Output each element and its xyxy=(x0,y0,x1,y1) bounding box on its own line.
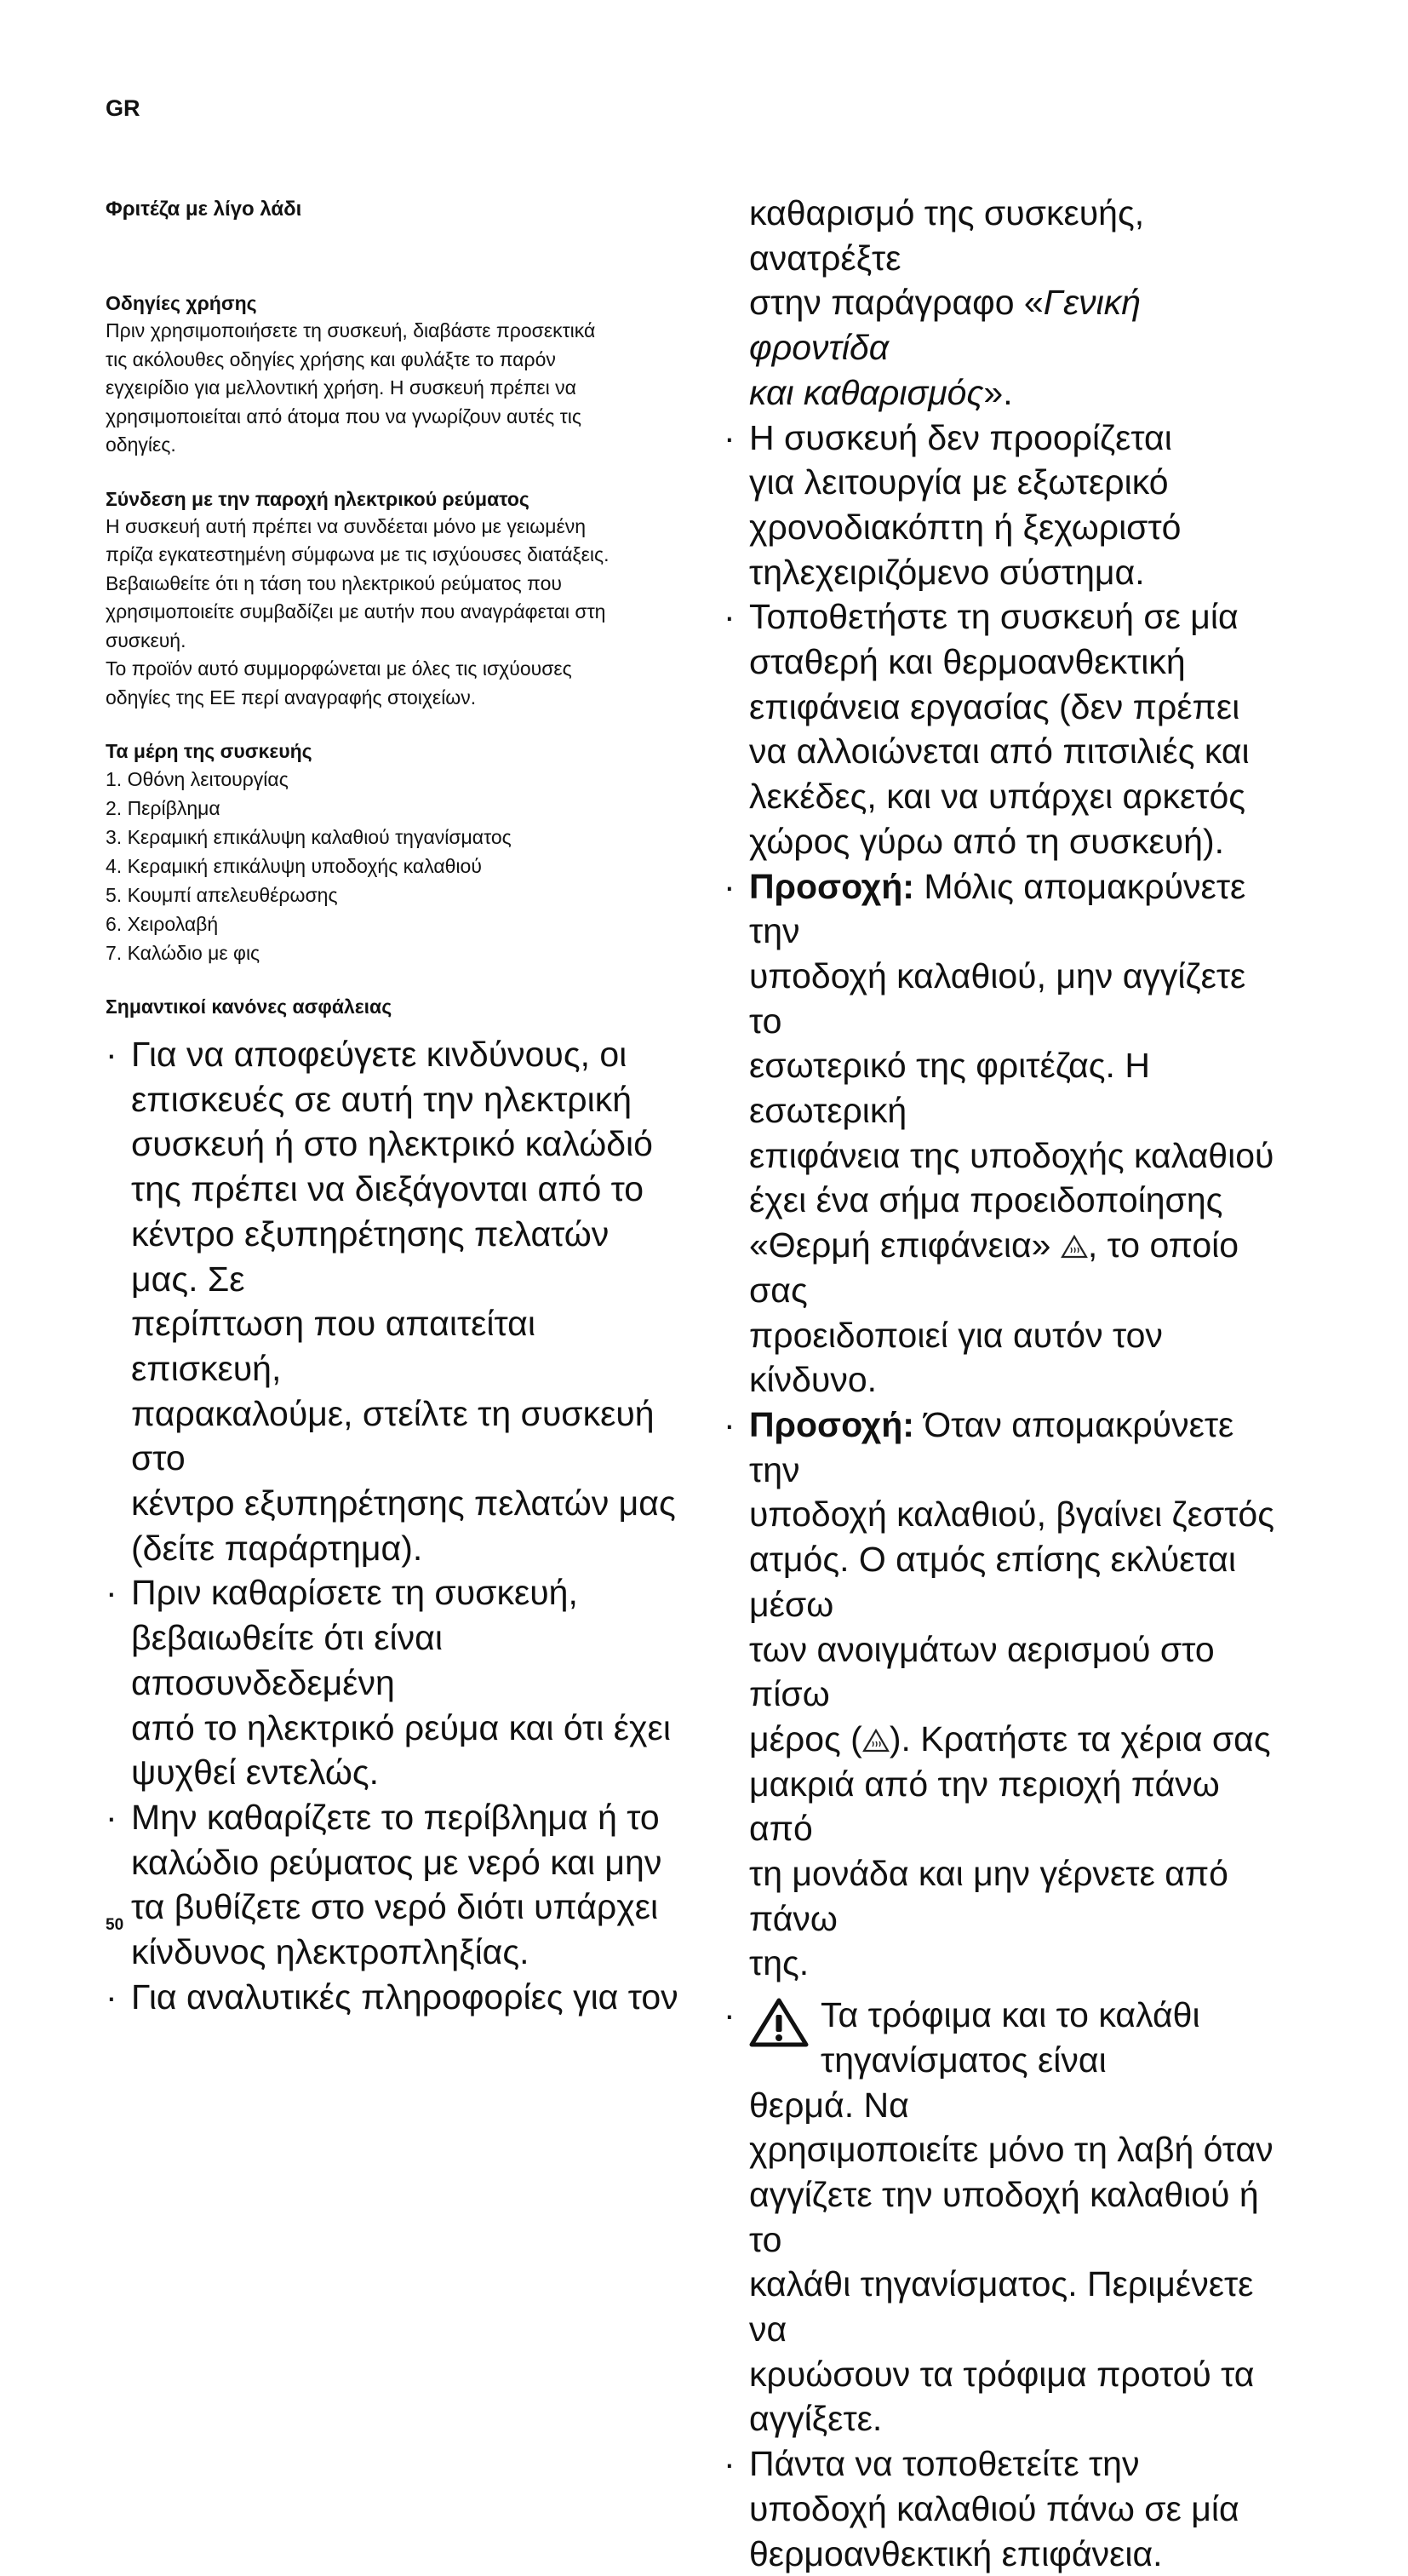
bullet-line: εσωτερικό της φριτέζας. Η εσωτερική xyxy=(749,1046,1150,1131)
power-heading: Σύνδεση με την παροχή ηλεκτρικού ρεύματος xyxy=(106,487,529,510)
bullet-text xyxy=(749,1403,1285,1492)
bullet-line-text: μέρος ( xyxy=(749,1718,862,1758)
parts-list xyxy=(106,765,684,967)
usage-line: χρησιμοποιείται από άτομα που να γνωρίζουν αυτές τις xyxy=(106,404,581,427)
bullet-line: (δείτε παράρτημα). xyxy=(131,1528,423,1568)
bullet-dot: · xyxy=(724,417,735,457)
bullet-text: Για να αποφεύγετε κινδύνους, οι xyxy=(131,1035,627,1074)
bullet-line xyxy=(724,1223,1285,1312)
parts-list-item: 4. Κεραμική επικάλυψη υποδοχής καλαθιού xyxy=(106,855,482,877)
bullet-dot: · xyxy=(724,1995,735,2035)
bullet-line: της. xyxy=(749,1943,810,1983)
bullet-line: υποδοχή καλαθιού πάνω σε μία xyxy=(749,2488,1239,2528)
safety-bullet xyxy=(724,594,1285,863)
section-reference: και καθαρισμός xyxy=(749,372,984,412)
bullet-line: κέντρο εξυπηρέτησης πελατών μας xyxy=(131,1483,676,1523)
page-number: 50 xyxy=(106,1916,124,1934)
bullet-line: καλώδιο ρεύματος με νερό και μην xyxy=(131,1842,662,1882)
continuation-text: ». xyxy=(983,372,1013,412)
bullet-dot: · xyxy=(106,1976,117,2017)
bullet-text: Μην καθαρίζετε το περίβλημα ή το xyxy=(131,1797,660,1837)
bullet-line xyxy=(724,1717,1285,1762)
caution-text: Μόλις απομακρύνετε την xyxy=(749,866,1246,951)
bullet-line: θερμοανθεκτική επιφάνεια. xyxy=(749,2533,1163,2573)
parts-list-item: 6. Χειρολαβή xyxy=(106,913,219,935)
safety-bullet xyxy=(724,2441,1285,2576)
parts-list-item: 3. Κεραμική επικάλυψη καλαθιού τηγανίσματος xyxy=(106,826,512,848)
bullet-line-text: «Θερμή επιφάνεια» xyxy=(749,1225,1061,1265)
power-line: Βεβαιωθείτε ότι η τάση του ηλεκτρικού ρεύματος που xyxy=(106,571,562,594)
bullet-line: σταθερή και θερμοανθεκτική xyxy=(749,642,1186,682)
bullet-line: χρησιμοποιείτε μόνο τη λαβή όταν xyxy=(749,2130,1273,2170)
warning-bullet xyxy=(724,1993,1285,2441)
bullet-line: επισκευές σε αυτή την ηλεκτρική xyxy=(131,1079,632,1119)
bullet-line: υποδοχή καλαθιού, βγαίνει ζεστός xyxy=(749,1495,1274,1535)
bullet-line: της πρέπει να διεξάγονται από το xyxy=(131,1169,644,1209)
bullet-dot: · xyxy=(106,1573,117,1613)
bullet-line-text: ). Κρατήστε τα χέρια σας xyxy=(889,1718,1271,1758)
hot-steam-warning-icon xyxy=(862,1729,890,1753)
bullet-line: βεβαιωθείτε ότι είναι αποσυνδεδεμένη xyxy=(131,1618,443,1702)
bullet-line: τη μονάδα και μην γέρνετε από πάνω xyxy=(749,1854,1228,1938)
caution-label: Προσοχή: xyxy=(749,866,914,906)
continuation-line xyxy=(724,280,1285,370)
safety-bullet xyxy=(724,416,1285,595)
power-line: συσκευή. xyxy=(106,628,186,651)
caution-label: Προσοχή: xyxy=(749,1404,914,1444)
parts-list-item: 7. Καλώδιο με φις xyxy=(106,942,260,964)
bullet-text: Τοποθετήστε τη συσκευή σε μία xyxy=(749,597,1239,637)
safety-heading: Σημαντικοί κανόνες ασφάλειας xyxy=(106,995,392,1018)
safety-bullet xyxy=(106,1032,684,1570)
parts-list-item: 2. Περίβλημα xyxy=(106,797,220,819)
bullet-line: τηγανίσματος είναι θερμά. Να xyxy=(749,2040,1107,2125)
bullet-line: χρονοδιακόπτη ή ξεχωριστό xyxy=(749,507,1182,547)
document-title: Φριτέζα με λίγο λάδι xyxy=(106,198,302,221)
power-line: Το προϊόν αυτό συμμορφώνεται με όλες τις ισχύουσες xyxy=(106,657,572,680)
bullet-line: μακριά από την περιοχή πάνω από xyxy=(749,1764,1220,1849)
caution-bullet xyxy=(724,864,1285,1403)
usage-line: εγχειρίδιο για μελλοντική χρήση. Η συσκευή πρέπει να xyxy=(106,376,576,399)
bullet-line: επιφάνεια της υποδοχής καλαθιού xyxy=(749,1135,1274,1175)
bullet-text: Για αναλυτικές πληροφορίες για τον xyxy=(131,1976,678,2017)
safety-list xyxy=(106,1032,684,2019)
bullet-line: τηλεχειριζόμενο σύστημα. xyxy=(749,552,1145,592)
continuation-line xyxy=(724,370,1285,416)
parts-list-item: 5. Κουμπί απελευθέρωσης xyxy=(106,884,338,906)
bullet-text: Πριν καθαρίσετε τη συσκευή, xyxy=(131,1573,578,1613)
hot-surface-warning-icon xyxy=(1061,1235,1088,1259)
right-column xyxy=(724,191,1285,2576)
caution-bullet xyxy=(724,1403,1285,1986)
continuation-line: καθαρισμό της συσκευής, ανατρέξτε xyxy=(749,193,1145,278)
bullet-line: επιφάνεια εργασίας (δεν πρέπει xyxy=(749,686,1240,726)
power-line: πρίζα εγκατεστημένη σύμφωνα με τις ισχύουσες διατάξεις. xyxy=(106,543,610,565)
safety-bullet xyxy=(106,1795,684,1975)
bullet-dot: · xyxy=(724,2444,735,2484)
bullet-line: έχει ένα σήμα προειδοποίησης xyxy=(749,1180,1223,1220)
bullet-line: λεκέδες, και να υπάρχει αρκετός xyxy=(749,777,1246,817)
section-reference: Γενική φροντίδα xyxy=(749,283,1142,368)
bullet-text: Πάντα να τοποθετείτε την xyxy=(749,2444,1140,2484)
bullet-text xyxy=(749,864,1285,954)
bullet-line: καλάθι τηγανίσματος. Περιμένετε να xyxy=(749,2264,1254,2349)
bullet-line: να αλλοιώνεται από πιτσιλιές και xyxy=(749,731,1250,772)
bullet-line: από το ηλεκτρικό ρεύμα και ότι έχει xyxy=(131,1707,671,1747)
bullet-line: τα βυθίζετε στο νερό διότι υπάρχει xyxy=(131,1887,659,1927)
bullet-line: συσκευή ή στο ηλεκτρικό καλώδιό xyxy=(131,1124,653,1164)
usage-paragraph xyxy=(106,317,684,460)
usage-line: Πριν χρησιμοποιήσετε τη συσκευή, διαβάστε προσεκτικά xyxy=(106,319,596,341)
power-line: οδηγίες της ΕΕ περί αναγραφής στοιχείων. xyxy=(106,686,477,709)
continuation-text: στην παράγραφο « xyxy=(749,283,1044,323)
usage-line: οδηγίες. xyxy=(106,433,176,456)
bullet-line: ατμός. Ο ατμός επίσης εκλύεται μέσω xyxy=(749,1540,1236,1624)
bullet-line: ψυχθεί εντελώς. xyxy=(131,1753,380,1793)
warning-triangle-icon xyxy=(749,1998,809,2047)
bullet-line: Τα τρόφιμα και το καλάθι xyxy=(821,1995,1200,2035)
bullet-dot: · xyxy=(724,866,735,906)
parts-list-item: 1. Οθόνη λειτουργίας xyxy=(106,768,289,790)
bullet-dot: · xyxy=(724,1404,735,1444)
safety-bullet xyxy=(106,1975,684,2020)
bullet-line: αγγίζετε την υποδοχή καλαθιού ή το xyxy=(749,2174,1259,2259)
usage-line: τις ακόλουθες οδηγίες χρήσης και φυλάξτε το παρόν xyxy=(106,347,556,370)
bullet-line: χώρος γύρω από τη συσκευή). xyxy=(749,821,1225,861)
bullet-line: υποδοχή καλαθιού, μην αγγίζετε το xyxy=(749,955,1246,1041)
bullet-text: Η συσκευή δεν προορίζεται xyxy=(749,417,1172,457)
bullet-dot: · xyxy=(724,597,735,637)
bullet-line-text: , το οποίο σας xyxy=(749,1225,1239,1310)
bullet-line: περίπτωση που απαιτείται επισκευή, xyxy=(131,1304,535,1388)
bullet-dot: · xyxy=(106,1035,117,1074)
caution-text: Όταν απομακρύνετε την xyxy=(749,1404,1234,1489)
left-column xyxy=(106,290,684,2019)
bullet-line: των ανοιγμάτων αερισμού στο πίσω xyxy=(749,1629,1215,1714)
parts-heading: Τα μέρη της συσκευής xyxy=(106,740,312,762)
bullet-line: αγγίξετε. xyxy=(749,2399,883,2439)
bullet-line: κίνδυνος ηλεκτροπληξίας. xyxy=(131,1932,529,1972)
power-paragraph xyxy=(106,513,684,713)
bullet-dot: · xyxy=(106,1797,117,1837)
bullet-line: παρακαλούμε, στείλτε τη συσκευή στο xyxy=(131,1393,655,1478)
bullet-line: κρυώσουν τα τρόφιμα προτού τα xyxy=(749,2354,1255,2394)
continuation-block xyxy=(724,191,1285,416)
safety-bullet xyxy=(106,1570,684,1795)
language-code: GR xyxy=(106,95,140,121)
bullet-line: κέντρο εξυπηρέτησης πελατών μας. Σε xyxy=(131,1213,610,1299)
bullet-line: προειδοποιεί για αυτόν τον κίνδυνο. xyxy=(749,1315,1163,1400)
power-line: χρησιμοποιείτε συμβαδίζει με αυτήν που αναγράφεται στη xyxy=(106,600,606,622)
bullet-line: για λειτουργία με εξωτερικό xyxy=(749,462,1169,502)
warning-text-block xyxy=(749,1993,1205,2127)
usage-heading: Οδηγίες χρήσης xyxy=(106,292,257,314)
power-line: Η συσκευή αυτή πρέπει να συνδέεται μόνο με γειωμένη xyxy=(106,514,587,537)
